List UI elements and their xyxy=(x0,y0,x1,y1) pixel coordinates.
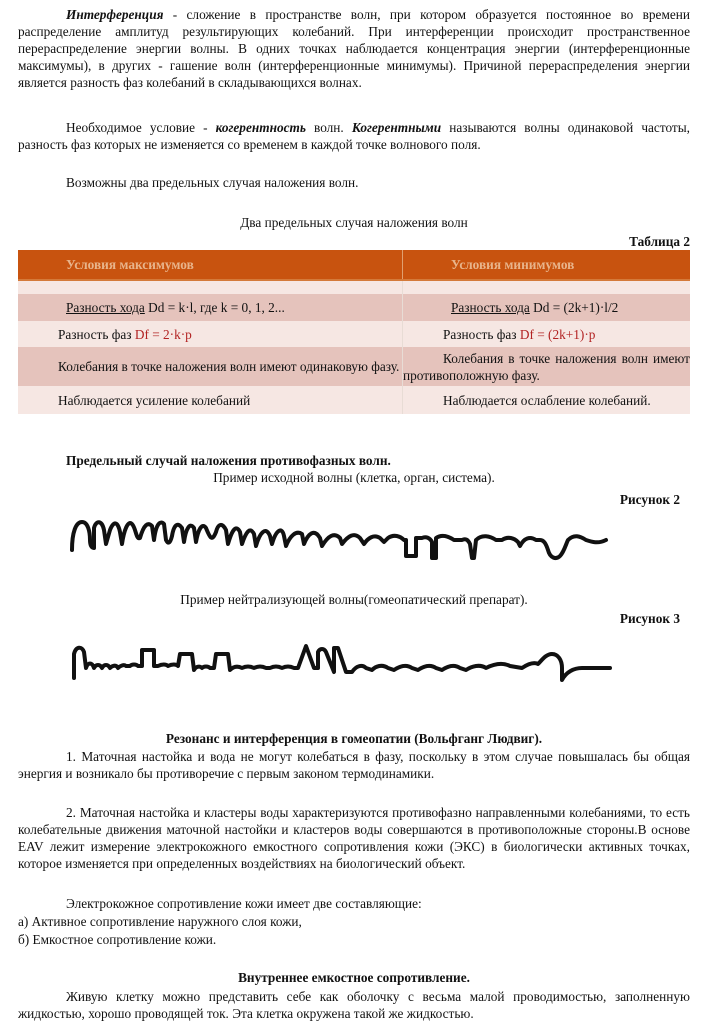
term-interference: Интерференция xyxy=(66,7,164,22)
cell-min-path-formula: Dd = (2k+1)·l/2 xyxy=(529,300,619,315)
table-row-result xyxy=(18,386,690,414)
table-2 xyxy=(18,250,690,414)
header-maxima: Условия максимумов xyxy=(18,250,403,280)
resonance-list-a: а) Активное сопротивление наружного слоя кожи, xyxy=(18,914,302,929)
cell-min-phase-state-text: Колебания в точке наложения волн имеют противоположную фазу. xyxy=(403,350,690,383)
inner-paragraph-1: Живую клетку можно представить себе как оболочку с весьма малой проводимостью, заполненную жидкостью, хорошо проводящей ток. Эта клетка окружена такой же жидкостью. xyxy=(18,989,690,1021)
cell-max-phase-state-text: Колебания в точке наложения волн имеют одинаковую фазу. xyxy=(58,359,400,374)
resonance-paragraph-3: Электрокожное сопротивление кожи имеет две составляющие: xyxy=(66,896,422,911)
figure-3-caption: Пример нейтрализующей волны(гомеопатический препарат). xyxy=(180,592,528,607)
intro-paragraph-3: Возможны два предельных случая наложения волн. xyxy=(66,175,359,190)
cell-max-result: Наблюдается усиление колебаний xyxy=(18,386,403,414)
term-coherent: Когерентными xyxy=(351,120,442,135)
table-row-phase-difference xyxy=(18,321,690,347)
table-header-row xyxy=(18,250,690,280)
cell-min-phase-formula: Df = (2k+1)·p xyxy=(519,326,596,342)
table-title: Два предельных случая наложения волн xyxy=(240,215,468,230)
table-number: Таблица 2 xyxy=(629,234,690,249)
table-row-phase-state xyxy=(18,347,690,386)
intro-paragraph-2 xyxy=(18,119,690,153)
figures-heading: Предельный случай наложения противофазных волн. xyxy=(66,453,391,468)
original-wave-line xyxy=(72,522,606,558)
figure-2-caption: Пример исходной волны (клетка, орган, система). xyxy=(213,470,495,485)
resonance-heading: Резонанс и интерференция в гомеопатии (Вольфганг Людвиг). xyxy=(165,731,543,746)
intro-paragraph-1 xyxy=(18,6,690,91)
table-row-path-difference xyxy=(18,294,690,321)
cell-max-phase-formula: Df = 2·k·p xyxy=(134,326,192,342)
cell-max-path xyxy=(18,294,403,321)
header-minima: Условия минимумов xyxy=(403,250,691,280)
figure-3-label: Рисунок 3 xyxy=(619,611,680,626)
cell-min-path xyxy=(403,294,691,321)
resonance-paragraph-1: 1. Маточная настойка и вода не могут колебаться в фазу, поскольку в этом случае повышалась бы общая энергия и возникало бы противоречие с первым законом термодинамики. xyxy=(18,749,690,781)
cell-min-result: Наблюдается ослабление колебаний. xyxy=(403,386,691,414)
figure-2-wave xyxy=(70,510,650,570)
cell-min-phase-label: Разность фаз xyxy=(443,326,520,342)
neutralizing-wave-line xyxy=(74,646,610,680)
cell-max-phase xyxy=(18,321,403,347)
cell-min-path-label: Разность хода xyxy=(451,300,530,315)
cell-min-phase xyxy=(403,321,691,347)
intro-p2-a: Необходимое условие - xyxy=(66,120,216,135)
figure-3-wave xyxy=(70,638,660,688)
resonance-paragraph-2: 2. Маточная настойка и кластеры воды характеризуются противофазно направленными колебаниями, то есть колебательные движения маточной настойки и кластеров воды совершаются в противоположные стороны.В основе EAV лежит измерение электрокожного емкостного сопротивления кожи (ЭКС) в биологически активных точках, которое изменяется при определенных воздействиях на биологический объект. xyxy=(18,805,690,871)
cell-max-path-formula: Dd = k·l, где k = 0, 1, 2... xyxy=(144,300,285,315)
cell-min-phase-state xyxy=(403,347,691,386)
intro-p2-b: волн. xyxy=(305,120,352,135)
figure-2-label: Рисунок 2 xyxy=(619,492,680,507)
intro-p2-c: называются волны одинаковой частоты, разность фаз которых не изменяется со временем в каждой точке волнового поля. xyxy=(18,120,690,152)
cell-max-phase-state xyxy=(18,347,403,386)
inner-heading: Внутреннее емкостное сопротивление. xyxy=(238,970,470,985)
cell-max-phase-label: Разность фаз xyxy=(58,326,135,342)
intro-p1-text: - сложение в пространстве волн, при котором образуется постоянное во времени распределение амплитуд результирующих колебаний. При интерференции происходит пространственное перераспределение энергии волны. В одних точках наблюдается концентрация энергии (интерференционные максимумы), в других - гашение волн (интерференционные минимумы). Причиной перераспределения энергии является разность фаз колебаний в складывающихся волнах. xyxy=(18,7,690,90)
table-spacer-row xyxy=(18,280,690,294)
cell-max-path-label: Разность хода xyxy=(66,300,145,315)
term-coherence: когерентность xyxy=(215,120,306,135)
resonance-list-b: б) Емкостное сопротивление кожи. xyxy=(18,932,217,947)
